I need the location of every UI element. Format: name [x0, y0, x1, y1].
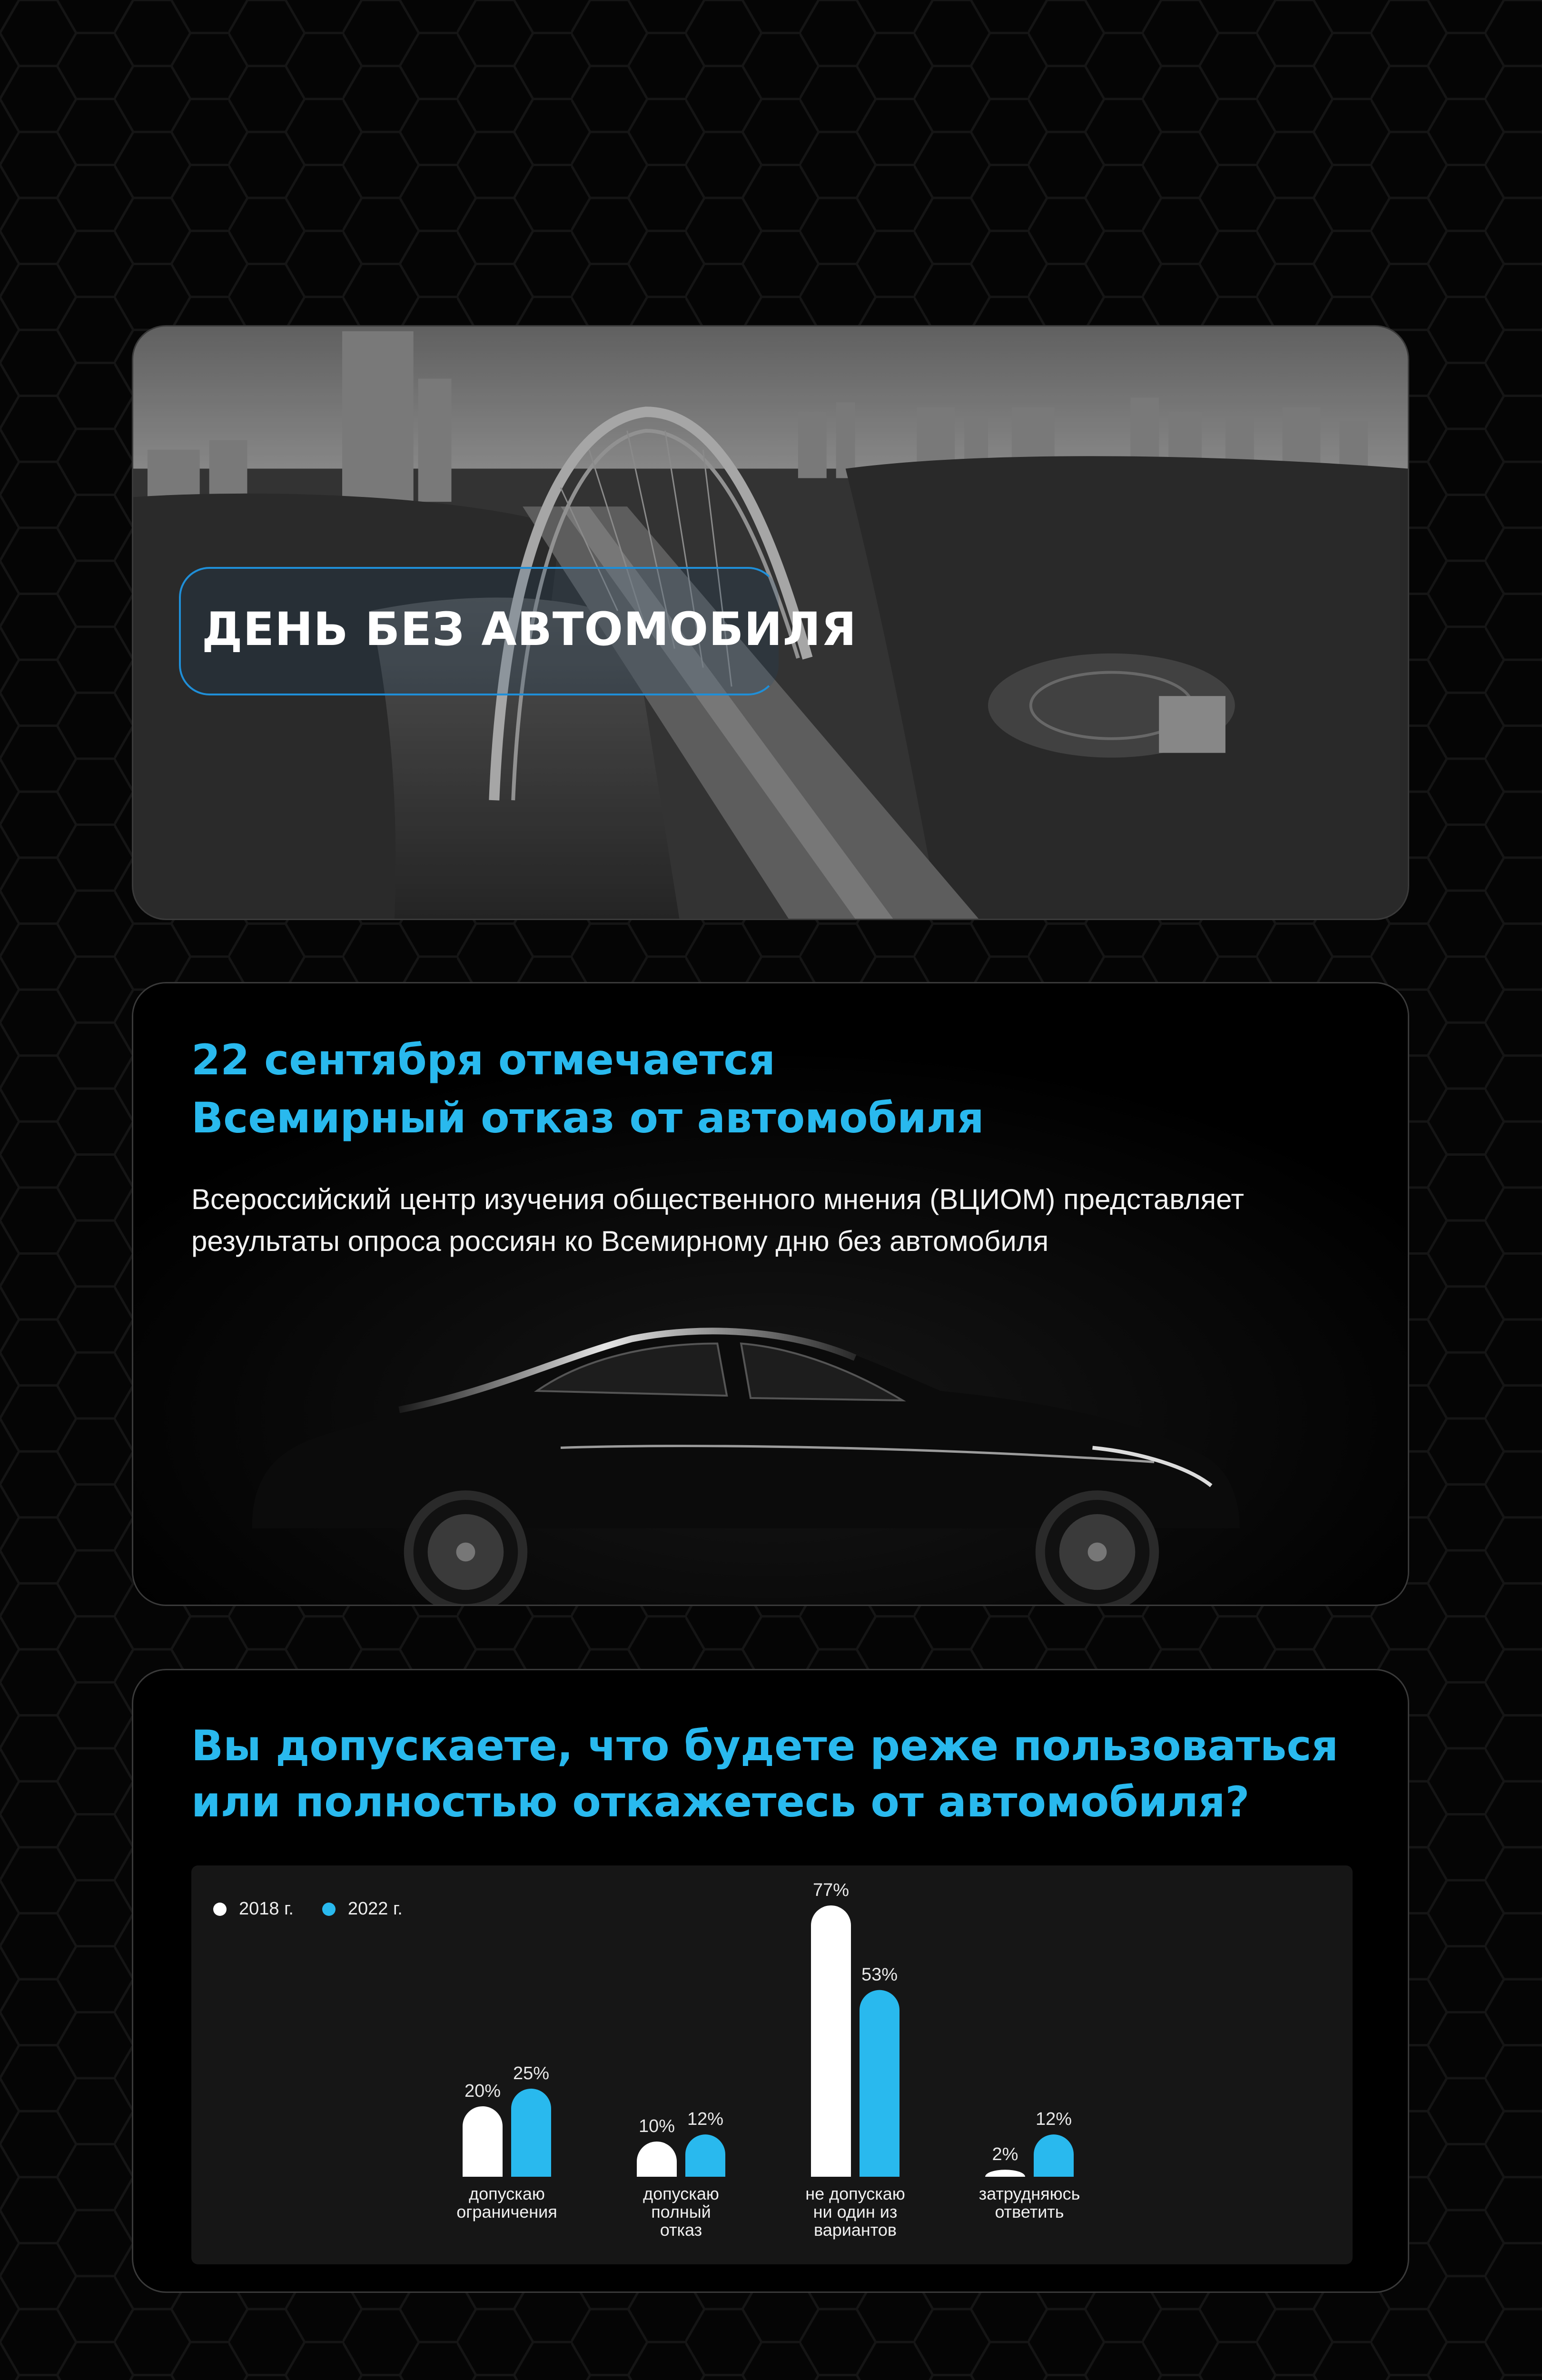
bar-value-label-2018-3: 2% [992, 2144, 1018, 2165]
category-label-1: допускаю полный отказ [643, 2184, 719, 2240]
intro-description: Всероссийский центр изучения общественного мнения (ВЦИОМ) представляет результаты опроса россиян ко Всемирному дню без автомобиля [191, 1183, 1245, 1257]
bar-value-label-2018-0: 20% [464, 2081, 501, 2101]
intro-heading [191, 1031, 984, 1147]
intro-heading-line-1: 22 сентября отмечается [191, 1035, 776, 1084]
bar-2018-1 [637, 2142, 677, 2177]
bar-chart-canvas [191, 1865, 1353, 2264]
survey-question-line-2: или полностью откажетесь от автомобиля? [191, 1777, 1250, 1826]
bar-2018-0 [463, 2106, 503, 2177]
category-label-3: затрудняюсь ответить [979, 2184, 1080, 2221]
bar-value-label-2022-2: 53% [861, 1964, 898, 1985]
bar-value-label-2022-3: 12% [1035, 2109, 1072, 2130]
survey-question-line-1: Вы допускаете, что будете реже пользоваться [191, 1721, 1338, 1770]
survey-card [132, 1669, 1409, 2293]
bar-value-label-2022-0: 25% [513, 2063, 550, 2083]
bar-value-label-2018-1: 10% [638, 2116, 675, 2136]
survey-chart [191, 1865, 1353, 2264]
bar-2018-2 [811, 1905, 851, 2177]
hero-banner [132, 325, 1409, 920]
category-label-0: допускаю ограничения [456, 2184, 557, 2221]
bar-2022-0 [511, 2089, 551, 2177]
intro-heading-line-2: Всемирный отказ от автомобиля [191, 1093, 984, 1142]
bar-2022-2 [860, 1990, 900, 2177]
survey-question [191, 1718, 1338, 1830]
intro-card [132, 982, 1409, 1606]
bar-2018-3 [985, 2170, 1025, 2177]
legend-label-2018: 2018 г. [239, 1899, 294, 1919]
bar-2022-1 [685, 2134, 725, 2177]
hero-title: ДЕНЬ БЕЗ АВТОМОБИЛЯ [202, 603, 857, 656]
bar-2022-3 [1034, 2134, 1074, 2177]
legend-label-2022: 2022 г. [347, 1899, 403, 1919]
bar-value-label-2018-2: 77% [812, 1880, 850, 1900]
category-label-2: не допускаю ни один из вариантов [805, 2184, 905, 2240]
bar-value-label-2022-1: 12% [687, 2109, 724, 2130]
